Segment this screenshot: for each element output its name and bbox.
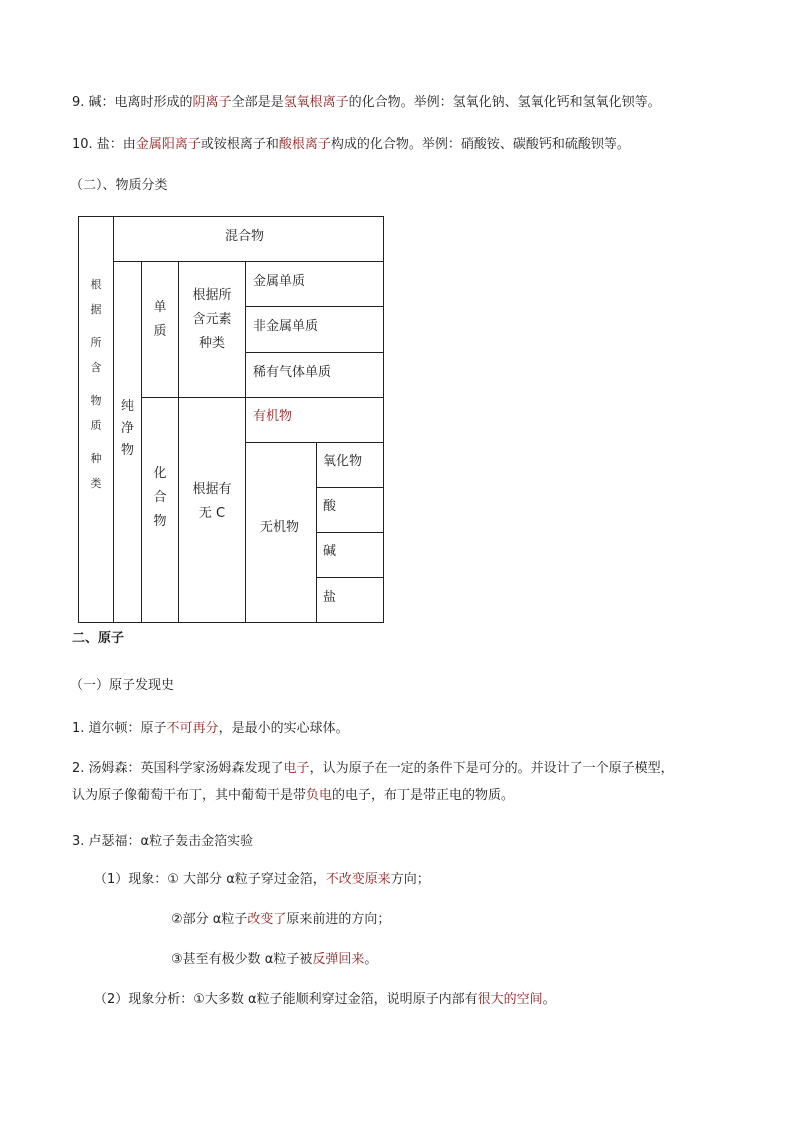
classification-table xyxy=(78,216,384,623)
paragraph-thomson: 2. 汤姆森：英国科学家汤姆森发现了电子，认为原子在一定的条件下是可分的。并设计了一个原子模型， xyxy=(72,761,674,776)
phenomenon-1: （1）现象：① 大部分 α粒子穿过金箔，不改变原来方向； xyxy=(94,872,430,887)
compound-cell: 化 合 物 xyxy=(141,397,179,623)
phenomenon-2: ②部分 α粒子改变了原来前进的方向； xyxy=(171,912,391,927)
paragraph-salt-definition xyxy=(72,136,630,154)
metal-element-cell: 金属单质 xyxy=(245,261,384,307)
text: 的化合物。举例：氢氧化钠、氢氧化钙和氢氧化钡等。 xyxy=(348,95,661,110)
base-cell: 碱 xyxy=(316,532,384,578)
paragraph-thomson-line2: 认为原子像葡萄干布丁，其中葡萄干是带负电的电子，布丁是带正电的物质。 xyxy=(72,788,515,803)
section-history-title: （一）原子发现史 xyxy=(70,678,175,693)
text: 9. 碱：电离时形成的 xyxy=(72,95,193,110)
phenomenon-3: ③甚至有极少数 α粒子被反弹回来。 xyxy=(171,952,378,967)
element-cell: 单 质 xyxy=(141,261,179,398)
paragraph-dalton: 1. 道尔顿：原子不可再分，是最小的实心球体。 xyxy=(72,721,349,736)
highlight-electron: 电子 xyxy=(283,761,310,776)
text: 10. 盐：由 xyxy=(72,137,136,152)
salt-cell: 盐 xyxy=(316,577,384,623)
acid-cell: 酸 xyxy=(316,487,384,533)
paragraph-base-definition xyxy=(72,94,661,112)
inorganic-cell: 无机物 xyxy=(245,442,317,623)
highlight-changed: 改变了 xyxy=(247,912,287,927)
mixture-label: 混合物 xyxy=(225,229,265,244)
highlight-hydroxide: 氢氧根离子 xyxy=(283,95,349,110)
side-label-cell xyxy=(78,216,114,623)
nonmetal-element-cell: 非金属单质 xyxy=(245,306,384,353)
mixture-cell xyxy=(113,216,384,262)
text: 或铵根离子和 xyxy=(200,137,279,152)
section-classification-title: （二）、物质分类 xyxy=(70,178,168,193)
rutherford-title: 3. 卢瑟福：α粒子轰击金箔实验 xyxy=(72,834,254,849)
by-carbon-cell: 根据有 无 C xyxy=(178,397,246,623)
text: 全部是是 xyxy=(231,95,284,110)
highlight-negative-charge: 负电 xyxy=(306,788,333,803)
highlight-indivisible: 不可再分 xyxy=(166,721,219,736)
organic-cell: 有机物 xyxy=(245,397,384,443)
pure-substance-cell: 纯 净 物 xyxy=(113,261,142,623)
highlight-bounced-back: 反弹回来 xyxy=(312,952,365,967)
oxide-cell: 氧化物 xyxy=(316,442,384,488)
highlight-anion: 阴离子 xyxy=(192,95,232,110)
side-label: 根 据 所 含 物 质 种 类 xyxy=(90,278,102,490)
analysis-1: （2）现象分析：①大多数 α粒子能顺利穿过金箔，说明原子内部有很大的空间。 xyxy=(94,992,556,1007)
highlight-metal-cation: 金属阳离子 xyxy=(135,137,201,152)
by-element-kind-cell: 根据所 含元素 种类 xyxy=(178,261,246,398)
heading-atom: 二、原子 xyxy=(72,631,125,646)
highlight-unchanged-direction: 不改变原来 xyxy=(325,872,391,887)
text: 构成的化合物。举例：硝酸铵、碳酸钙和硫酸钡等。 xyxy=(330,137,630,152)
noble-gas-element-cell: 稀有气体单质 xyxy=(245,352,384,398)
highlight-acid-radical: 酸根离子 xyxy=(278,137,331,152)
highlight-large-space: 很大的空间 xyxy=(477,992,543,1007)
